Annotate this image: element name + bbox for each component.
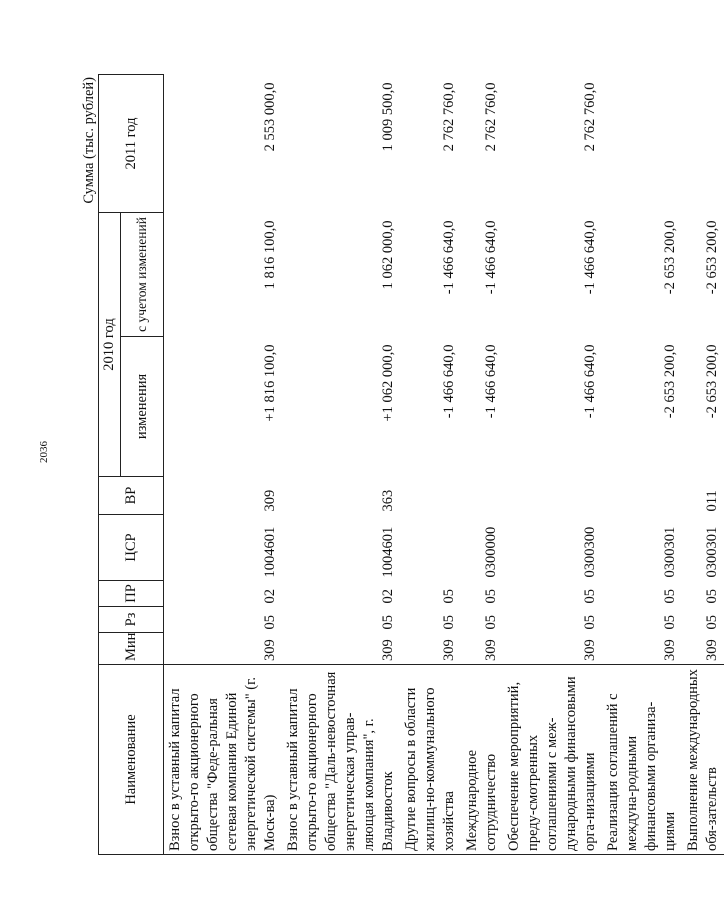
row-rz: 05: [441, 615, 457, 630]
row-with-changes: -2 653 200,0: [662, 220, 678, 295]
row-pr: 02: [164, 581, 283, 607]
row-vr: [503, 477, 602, 515]
table-row: [164, 74, 283, 854]
budget-table: [98, 74, 724, 855]
row-changes: -2 653 200,0: [704, 344, 720, 419]
row-with-changes: -1 466 640,0: [582, 220, 598, 295]
header-pr: ПР: [99, 581, 164, 607]
row-2011: 2 762 760,0: [441, 82, 457, 152]
row-changes: -1 466 640,0: [582, 344, 598, 419]
row-with-changes: -2 653 200,0: [704, 220, 720, 295]
row-changes: +1 062 000,0: [380, 344, 396, 422]
table-row: [503, 74, 602, 854]
row-with-changes: 1 816 100,0: [164, 212, 283, 336]
row-rz: 05: [582, 615, 598, 630]
row-min: 309: [503, 633, 602, 665]
row-csr: 1004601: [380, 526, 396, 578]
header-min: Мин: [99, 633, 164, 665]
row-vr: 363: [380, 489, 396, 512]
row-name: Взнос в уставный капитал открыто-го акционерного общества "Феде-ральная сетевая компания Единой энергетической системы" (г. Моск-ва): [164, 665, 283, 855]
row-csr: 0300000: [483, 526, 499, 578]
row-min: 309: [682, 633, 724, 665]
row-with-changes: -1 466 640,0: [441, 220, 457, 295]
row-csr: 0300301: [704, 526, 720, 578]
row-csr: [400, 515, 461, 581]
row-name: Взнос в уставный капитал открыто-го акционерного общества "Даль-невосточная энергетическая управ-ляющая компания", г. Владивосток: [282, 665, 400, 855]
row-rz: 05: [662, 615, 678, 630]
row-rz: 05: [380, 615, 396, 630]
header-with-changes: с учетом изменений: [121, 212, 164, 336]
row-name: Международное сотрудничество: [461, 665, 503, 855]
row-vr: 309: [164, 477, 283, 515]
row-pr: 05: [662, 589, 678, 604]
row-with-changes: -1 466 640,0: [483, 220, 499, 295]
row-2011: 1 009 500,0: [380, 82, 396, 152]
row-changes: -1 466 640,0: [483, 344, 499, 419]
row-vr: [602, 477, 682, 515]
row-pr: 02: [380, 589, 396, 604]
row-pr: 05: [582, 589, 598, 604]
row-min: 309: [282, 633, 400, 665]
row-changes: -1 466 640,0: [441, 344, 457, 419]
row-name: Реализация соглашений с междуна-родными финансовыми организа-циями: [602, 665, 682, 855]
header-vr: ВР: [99, 477, 164, 515]
row-2011: [682, 74, 724, 212]
row-changes: +1 816 100,0: [164, 337, 283, 477]
row-name: Обеспечение мероприятий, преду-смотренных соглашениями с меж-дународными финансовыми орга-низациями: [503, 665, 602, 855]
header-rz: Рз: [99, 607, 164, 633]
row-name: Другие вопросы в области жилищ-но-коммунального хозяйства: [400, 665, 461, 855]
rotated-page: [80, 75, 720, 855]
row-2011: 2 762 760,0: [582, 82, 598, 152]
header-2010: 2010 год: [99, 212, 121, 476]
units-caption: Сумма (тыс. рублей): [81, 77, 97, 204]
row-2011: 2 553 000,0: [164, 74, 283, 212]
row-2011: [602, 74, 682, 212]
row-pr: 05: [483, 589, 499, 604]
header-changes: изменения: [121, 337, 164, 477]
row-min: 309: [400, 633, 461, 665]
header-2011: 2011 год: [99, 74, 164, 212]
table-body: [164, 74, 724, 854]
row-csr: 0300301: [662, 526, 678, 578]
row-min: 309: [164, 633, 283, 665]
header-name: Наименование: [99, 665, 164, 855]
page-number: 2036: [38, 441, 50, 463]
row-2011: 2 762 760,0: [483, 82, 499, 152]
row-vr: 011: [704, 490, 720, 512]
table-row: [400, 74, 461, 854]
row-csr: 1004601: [164, 515, 283, 581]
row-vr: [400, 477, 461, 515]
table-row: [602, 74, 682, 854]
row-csr: 0300300: [582, 526, 598, 578]
row-min: 309: [461, 633, 503, 665]
row-rz: 05: [483, 615, 499, 630]
row-rz: 05: [704, 615, 720, 630]
row-rz: 05: [164, 607, 283, 633]
table-row: [282, 74, 400, 854]
row-min: 309: [602, 633, 682, 665]
table-row: [682, 74, 724, 854]
row-with-changes: 1 062 000,0: [380, 220, 396, 290]
row-name: Выполнение международных обя-зательств: [682, 665, 724, 855]
row-changes: -2 653 200,0: [662, 344, 678, 419]
row-pr: 05: [704, 589, 720, 604]
row-vr: [461, 477, 503, 515]
header-csr: ЦСР: [99, 515, 164, 581]
table-row: [461, 74, 503, 854]
row-pr: 05: [441, 589, 457, 604]
